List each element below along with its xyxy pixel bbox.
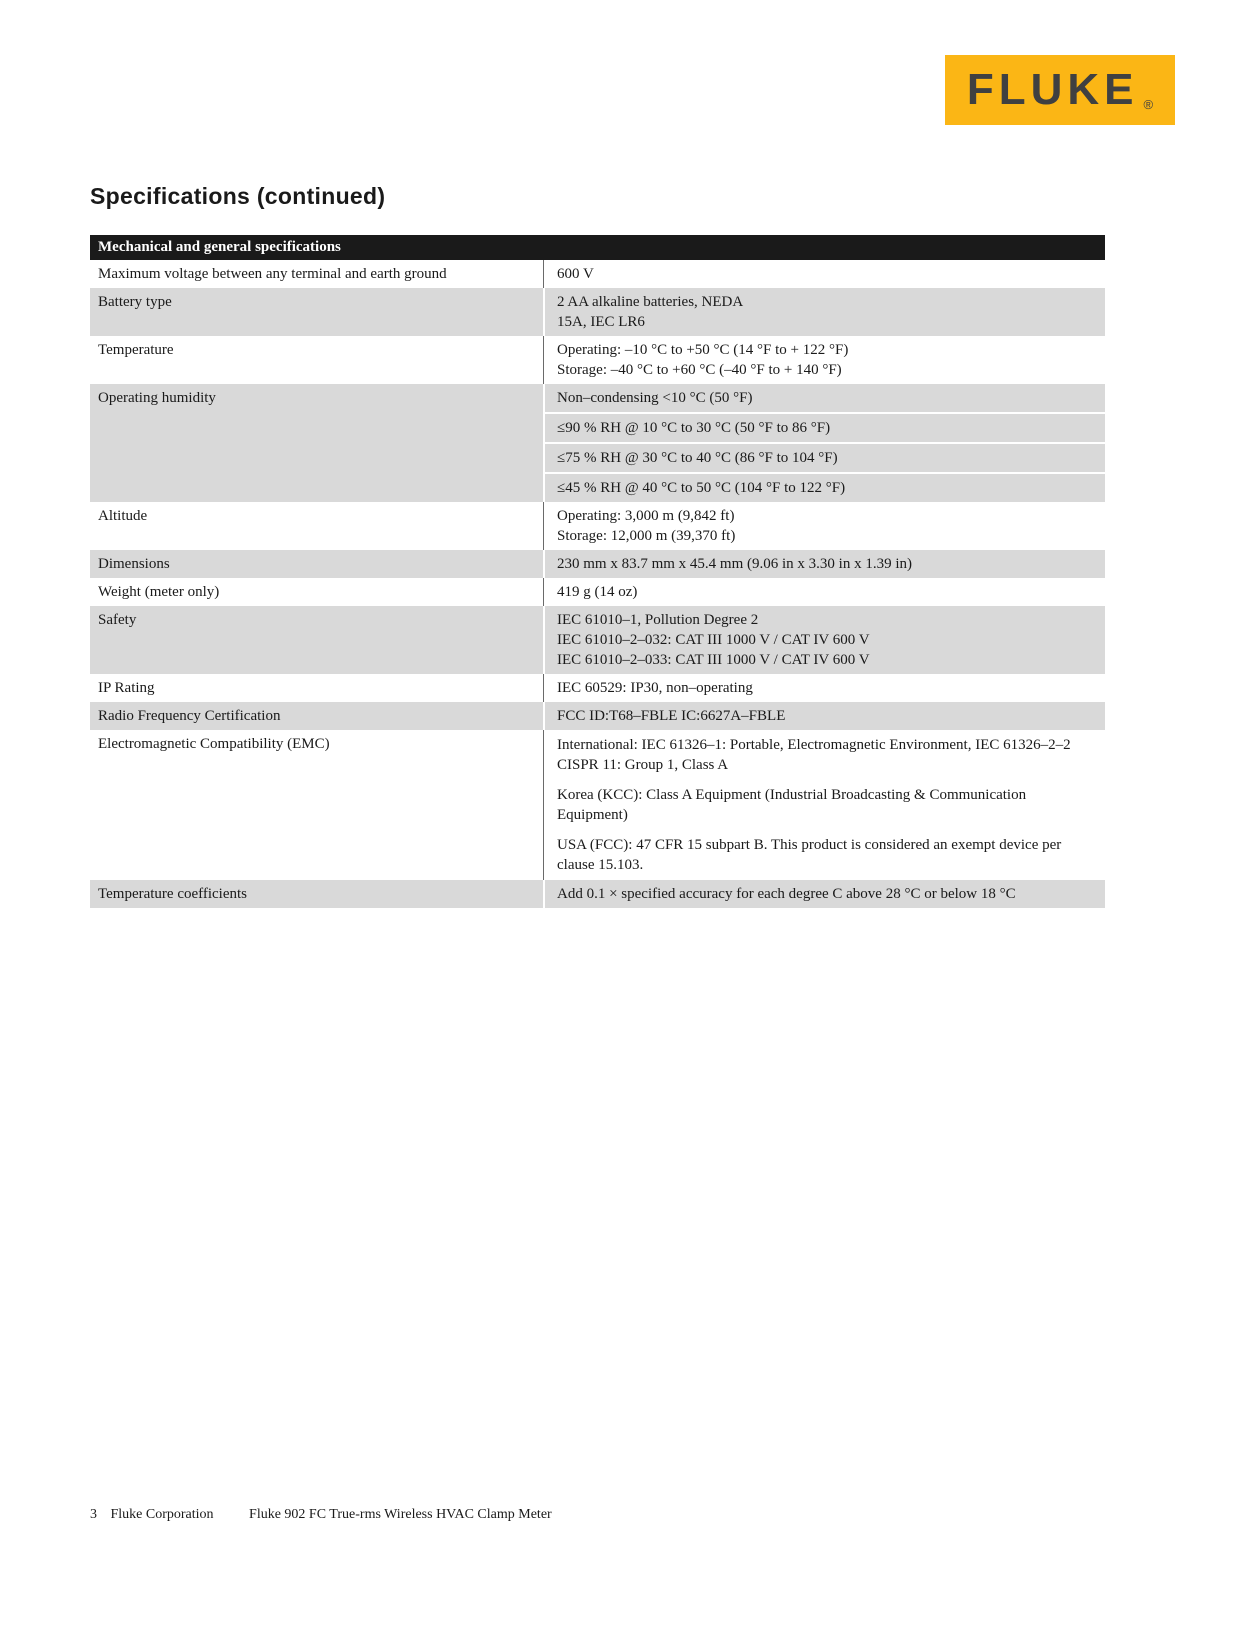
- spec-value-group: [543, 578, 1105, 606]
- spec-value-group: [543, 260, 1105, 288]
- spec-label: Operating humidity: [90, 384, 543, 502]
- page-title: Specifications (continued): [90, 183, 386, 209]
- spec-value: [545, 550, 1105, 578]
- spec-table: [90, 235, 1105, 908]
- spec-value-line: IEC 60529: IP30, non–operating: [557, 680, 753, 696]
- spec-row: [90, 674, 1105, 702]
- spec-value: [545, 384, 1105, 412]
- spec-label: Maximum voltage between any terminal and earth ground: [98, 266, 447, 282]
- spec-value-line: International: IEC 61326–1: Portable, Electromagnetic Environment, IEC 61326–2–2 CISPR 11: Group 1, Class A: [557, 737, 1071, 773]
- spec-value-line: IEC 61010–1, Pollution Degree 2: [557, 612, 759, 628]
- spec-value-group: [543, 674, 1105, 702]
- spec-label: Temperature coefficients: [90, 880, 543, 908]
- spec-row: [90, 260, 1105, 288]
- spec-label: Safety: [90, 606, 543, 674]
- spec-value: [545, 288, 1105, 336]
- footer-product: Fluke 902 FC True-rms Wireless HVAC Clamp Meter: [249, 1507, 552, 1522]
- registered-trademark-icon: ®: [1143, 97, 1154, 112]
- spec-value-line: Non–condensing <10 °C (50 °F): [557, 390, 753, 406]
- spec-value-line: IEC 61010–2–033: CAT III 1000 V / CAT IV 600 V: [557, 652, 870, 668]
- spec-row: [90, 702, 1105, 730]
- spec-value: [545, 730, 1105, 780]
- spec-value: [545, 336, 1105, 384]
- spec-value-line: Operating: –10 °C to +50 °C (14 °F to + 122 °F): [557, 342, 849, 358]
- spec-value-group: [543, 336, 1105, 384]
- spec-row: [90, 578, 1105, 606]
- spec-value: [545, 674, 1105, 702]
- spec-label: Weight (meter only): [98, 584, 220, 600]
- spec-value-group: [543, 730, 1105, 880]
- spec-value: [545, 780, 1105, 830]
- spec-value-line: ≤75 % RH @ 30 °C to 40 °C (86 °F to 104 °F): [557, 450, 838, 466]
- spec-label: Altitude: [98, 508, 148, 524]
- spec-value: [545, 606, 1105, 674]
- table-header: Mechanical and general specifications: [90, 235, 1105, 260]
- spec-value-group: [543, 502, 1105, 550]
- spec-value-line: USA (FCC): 47 CFR 15 subpart B. This product is considered an exempt device per clause 15.103.: [557, 837, 1062, 873]
- spec-value-line: ≤45 % RH @ 40 °C to 50 °C (104 °F to 122 °F): [557, 480, 846, 496]
- spec-value: [545, 702, 1105, 730]
- spec-value-line: IEC 61010–2–032: CAT III 1000 V / CAT IV 600 V: [557, 632, 870, 648]
- spec-row: [90, 502, 1105, 550]
- spec-row: [90, 384, 1105, 502]
- spec-value-line: Storage: –40 °C to +60 °C (–40 °F to + 140 °F): [557, 362, 842, 378]
- spec-value-line: Operating: 3,000 m (9,842 ft): [557, 508, 735, 524]
- spec-value-line: ≤90 % RH @ 10 °C to 30 °C (50 °F to 86 °F): [557, 420, 831, 436]
- spec-row: [90, 336, 1105, 384]
- spec-value-line: 15A, IEC LR6: [557, 314, 645, 330]
- spec-value: [545, 474, 1105, 502]
- spec-row: [90, 880, 1105, 908]
- fluke-logo-text: FLUKE: [966, 65, 1139, 114]
- spec-value-line: Korea (KCC): Class A Equipment (Industrial Broadcasting & Communication Equipment): [557, 787, 1027, 823]
- spec-value-group: [545, 550, 1105, 578]
- spec-label: Radio Frequency Certification: [90, 702, 543, 730]
- spec-value: [545, 502, 1105, 550]
- footer-page-number: 3: [90, 1507, 97, 1522]
- spec-value: [545, 880, 1105, 908]
- spec-value: [545, 578, 1105, 606]
- spec-value: [545, 444, 1105, 472]
- spec-value: [545, 414, 1105, 442]
- fluke-logo: [945, 55, 1175, 125]
- spec-value-group: [545, 606, 1105, 674]
- spec-table-body: [90, 260, 1105, 908]
- footer-company: Fluke Corporation: [110, 1507, 214, 1522]
- spec-value-line: Add 0.1 × specified accuracy for each degree C above 28 °C or below 18 °C: [557, 886, 1016, 902]
- spec-value-group: [545, 288, 1105, 336]
- spec-label: Temperature: [98, 342, 174, 358]
- page-footer: [90, 1507, 552, 1523]
- spec-value-line: Storage: 12,000 m (39,370 ft): [557, 528, 736, 544]
- spec-value-line: 2 AA alkaline batteries, NEDA: [557, 294, 744, 310]
- spec-value-line: 419 g (14 oz): [557, 584, 638, 600]
- spec-value-line: 230 mm x 83.7 mm x 45.4 mm (9.06 in x 3.30 in x 1.39 in): [557, 556, 912, 572]
- spec-label: Battery type: [90, 288, 543, 336]
- spec-value: [545, 830, 1105, 880]
- spec-value-group: [545, 702, 1105, 730]
- spec-row: [90, 730, 1105, 880]
- spec-value-group: [545, 880, 1105, 908]
- spec-value-group: [545, 384, 1105, 502]
- spec-label: Dimensions: [90, 550, 543, 578]
- spec-label: Electromagnetic Compatibility (EMC): [98, 736, 330, 752]
- spec-row: [90, 550, 1105, 578]
- spec-value: [545, 260, 1105, 288]
- spec-row: [90, 606, 1105, 674]
- spec-row: [90, 288, 1105, 336]
- spec-label: IP Rating: [98, 680, 155, 696]
- spec-value-line: 600 V: [557, 266, 594, 282]
- spec-value-line: FCC ID:T68–FBLE IC:6627A–FBLE: [557, 708, 786, 724]
